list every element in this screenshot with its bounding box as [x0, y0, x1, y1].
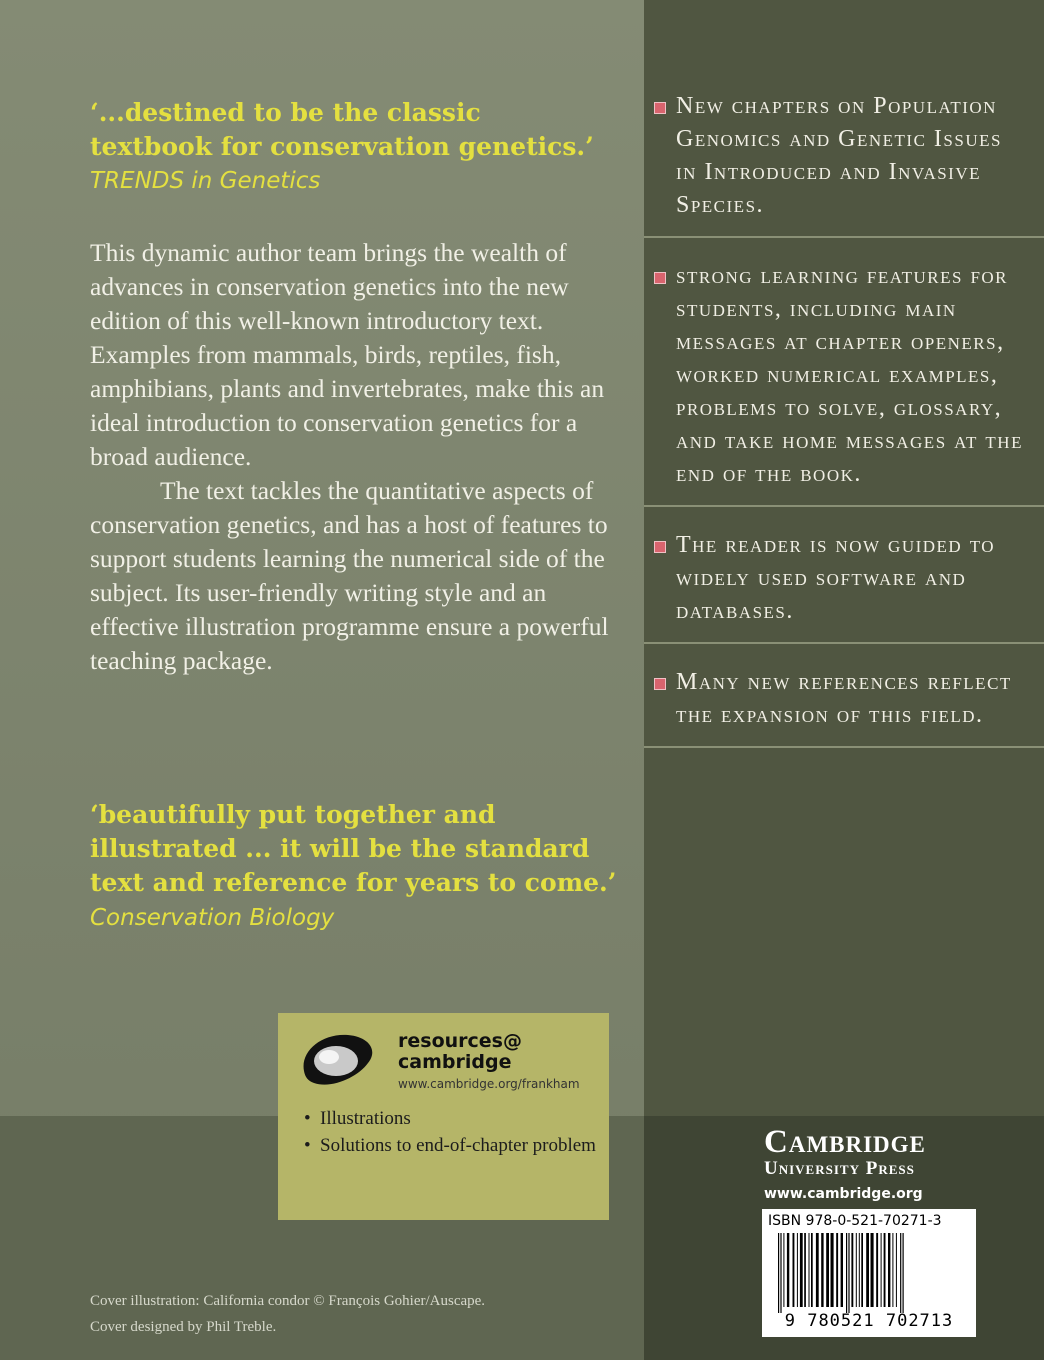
bullet-square-icon — [654, 541, 666, 553]
resources-list-item: • Illustrations — [302, 1108, 600, 1130]
review-quote-bottom — [90, 798, 630, 935]
review-quote-top — [90, 96, 610, 198]
isbn-label: ISBN 978-0-521-70271-3 — [768, 1213, 942, 1229]
resources-url: www.cambridge.org/frankham — [398, 1077, 580, 1091]
feature-item — [644, 260, 1044, 491]
feature-divider — [644, 746, 1044, 748]
description-paragraph-2: The text tackles the quantitative aspects of conservation genetics, and has a host of features to support students learning the numerical side of the subject. Its user-friendly writing style and an effective illustration programme ensure a powerful teaching package. — [90, 476, 609, 675]
publisher-logo — [764, 1124, 926, 1202]
description-paragraph-1: This dynamic author team brings the wealth of advances in conservation genetics into the new edition of this well-known introductory text. Examples from mammals, birds, reptiles, fish, amphibians, plants and invertebrates, make this an ideal introduction to conservation genetics for a broad audience. — [90, 238, 605, 471]
quote-source: TRENDS in Genetics — [90, 168, 321, 194]
quote-text: ‘beautifully put together and illustrated ... it will be the standard text and reference for years to come.’ — [90, 800, 617, 897]
feature-list — [644, 90, 1044, 770]
bullet-square-icon — [654, 272, 666, 284]
resources-title-line-1: resources@ — [398, 1030, 522, 1052]
feature-text: New chapters on Population Genomics and Genetic Issues in Introduced and Invasive Species. — [676, 93, 1002, 218]
barcode-number: 9 780521 702713 — [784, 1311, 954, 1331]
publisher-name — [764, 1124, 926, 1160]
feature-divider — [644, 505, 1044, 507]
credit-design: Cover designed by Phil Treble. — [90, 1319, 277, 1335]
feature-item — [644, 666, 1044, 732]
resources-list — [302, 1108, 600, 1162]
publisher-subtitle: University Press — [764, 1158, 915, 1179]
publisher-name-text: Cambridge — [764, 1124, 926, 1160]
feature-text: Many new references reflect the expansion of this field. — [676, 669, 1012, 728]
book-description — [90, 236, 635, 678]
bullet-square-icon — [654, 678, 666, 690]
feature-divider — [644, 236, 1044, 238]
resources-list-item: • Solutions to end-of-chapter problem — [302, 1135, 600, 1157]
feature-item — [644, 529, 1044, 628]
quote-text: ‘...destined to be the classic textbook for conservation genetics.’ — [90, 98, 594, 161]
barcode-bars-icon — [776, 1233, 966, 1313]
feature-item — [644, 90, 1044, 222]
barcode — [762, 1209, 976, 1337]
resources-box — [278, 1013, 609, 1220]
feature-text: The reader is now guided to widely used software and databases. — [676, 532, 996, 624]
bullet-square-icon — [654, 102, 666, 114]
feature-text: strong learning features for students, including main messages at chapter openers, worked numerical examples, problems to solve, glossary, and take home messages at the end of the book. — [676, 263, 1023, 487]
credit-illustration: Cover illustration: California condor © François Gohier/Auscape. — [90, 1293, 486, 1309]
resources-title-line-2: cambridge — [398, 1051, 512, 1073]
resources-logo-icon — [298, 1031, 376, 1089]
publisher-url: www.cambridge.org — [764, 1186, 923, 1202]
feature-divider — [644, 642, 1044, 644]
cover-credits — [90, 1288, 485, 1340]
resources-title — [398, 1031, 522, 1073]
quote-source: Conservation Biology — [90, 905, 335, 931]
